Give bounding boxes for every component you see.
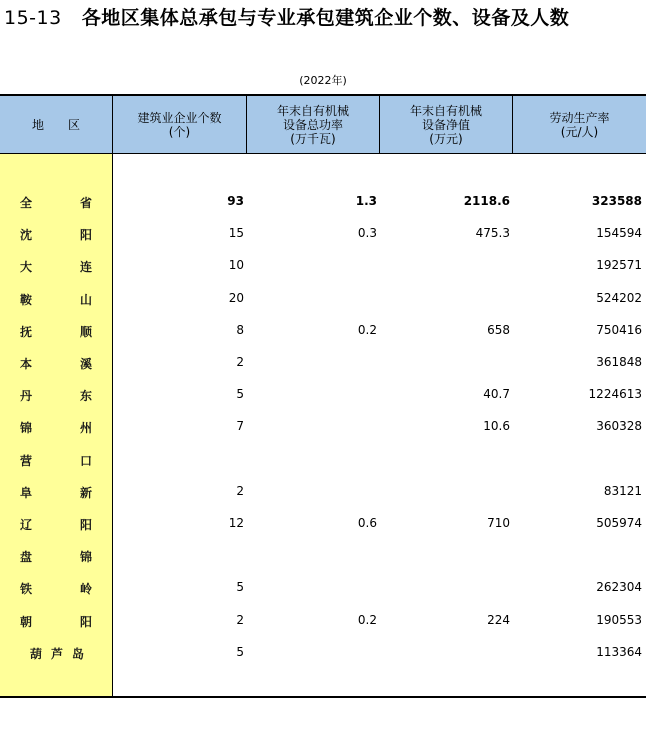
net-value-cell: 710 (487, 516, 510, 530)
productivity-cell: 154594 (596, 226, 642, 241)
table-row (0, 250, 646, 282)
region-name: 营 口 (20, 453, 92, 468)
net-value-cell: 2118.6 (463, 194, 510, 208)
enterprises-cell: 7 (236, 419, 244, 434)
header-divider (379, 96, 380, 153)
productivity-cell: 360328 (596, 419, 642, 434)
power-cell: 1.3 (355, 194, 377, 208)
table-row (0, 508, 646, 540)
table-row (0, 315, 646, 347)
table-row (0, 572, 646, 604)
region-name: 朝 阳 (20, 614, 92, 629)
page-title (4, 4, 569, 32)
year-note: (2022年) (299, 74, 347, 87)
table-row (0, 411, 646, 443)
net-value-cell: 10.6 (483, 419, 510, 434)
table-row (0, 540, 646, 572)
table-row (0, 218, 646, 250)
header-power: 年末自有机械 设备总功率 (万千瓦) (276, 103, 349, 146)
enterprises-cell: 5 (236, 387, 244, 402)
table-bottom-rule (0, 696, 646, 698)
productivity-cell: 361848 (596, 355, 642, 369)
header-enterprises: 建筑业企业个数 (个) (137, 110, 222, 139)
net-value-cell: 658 (487, 322, 510, 337)
net-value-cell: 475.3 (475, 226, 510, 241)
productivity-cell: 113364 (596, 644, 642, 659)
header-divider (512, 96, 513, 153)
enterprises-cell: 12 (228, 516, 244, 530)
table-number: 15-13 (4, 7, 62, 29)
enterprises-cell: 5 (236, 644, 244, 659)
productivity-cell: 190553 (596, 612, 642, 627)
header-region: 地 区 (31, 117, 80, 132)
region-name: 葫 芦 岛 (30, 646, 84, 661)
net-value-cell: 224 (487, 612, 510, 627)
net-value-cell: 40.7 (483, 387, 510, 402)
region-name: 本 溪 (20, 357, 92, 371)
productivity-cell: 192571 (596, 258, 642, 273)
region-name: 阜 新 (20, 485, 92, 500)
enterprises-cell: 2 (236, 355, 244, 369)
enterprises-cell: 8 (236, 322, 244, 337)
table-row (0, 476, 646, 508)
power-cell: 0.3 (357, 226, 377, 241)
enterprises-cell: 20 (228, 290, 244, 305)
enterprises-cell: 5 (236, 580, 244, 595)
power-cell: 0.6 (357, 516, 377, 530)
region-name: 锦 州 (20, 421, 92, 436)
region-name: 丹 东 (20, 389, 92, 404)
header-net-value: 年末自有机械 设备净值 (万元) (409, 103, 482, 146)
enterprises-cell: 10 (228, 258, 244, 273)
power-cell: 0.2 (357, 322, 377, 337)
productivity-cell: 323588 (591, 194, 642, 208)
header-productivity: 劳动生产率 (元/人) (549, 110, 610, 139)
region-name: 辽 阳 (20, 518, 92, 532)
power-cell: 0.2 (357, 612, 377, 627)
enterprises-cell: 2 (236, 483, 244, 498)
region-name: 抚 顺 (20, 324, 92, 339)
productivity-cell: 83121 (603, 483, 642, 498)
table-row (0, 347, 646, 379)
table-header (0, 96, 646, 153)
enterprises-cell: 93 (227, 194, 244, 208)
table-row (0, 283, 646, 315)
enterprises-cell: 15 (228, 226, 244, 241)
header-divider (246, 96, 247, 153)
table-title: 各地区集体总承包与专业承包建筑企业个数、设备及人数 (81, 7, 570, 29)
region-name: 沈 阳 (20, 228, 92, 243)
productivity-cell: 262304 (596, 580, 642, 595)
productivity-cell: 1224613 (588, 387, 642, 402)
productivity-cell: 524202 (596, 290, 642, 305)
table-row (0, 637, 646, 669)
region-name: 全 省 (20, 196, 92, 210)
enterprises-cell: 2 (236, 612, 244, 627)
productivity-cell: 505974 (596, 516, 642, 530)
region-name: 鞍 山 (20, 292, 92, 307)
productivity-cell: 750416 (596, 322, 642, 337)
table-row (0, 605, 646, 637)
table-row (0, 379, 646, 411)
region-name: 大 连 (20, 260, 92, 275)
header-divider (112, 96, 113, 153)
region-name: 盘 锦 (20, 550, 92, 565)
table-row-total (0, 186, 646, 218)
table-row (0, 444, 646, 476)
region-name: 铁 岭 (20, 582, 92, 597)
